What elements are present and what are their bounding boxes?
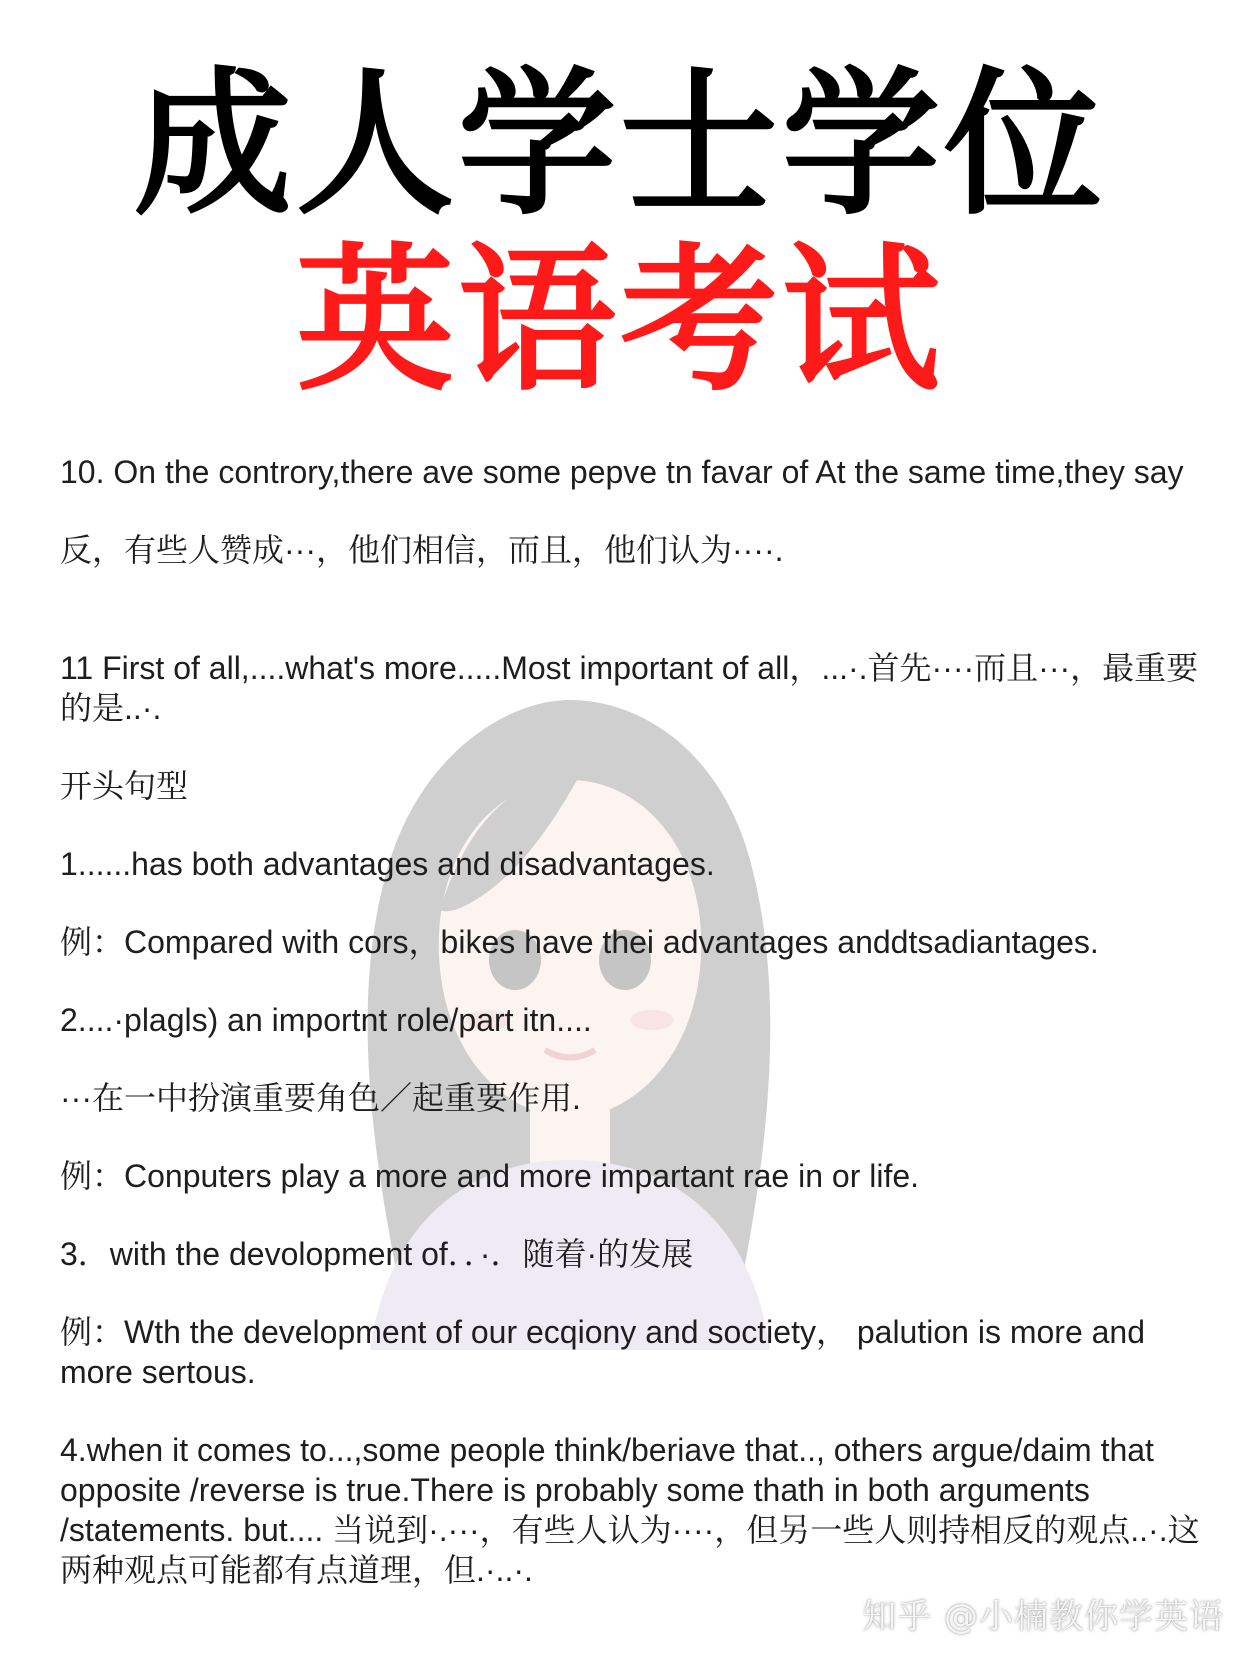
paragraph-10: 10. On the controry,there ave some pepve tn favar of At the same time,they say [60,454,1184,490]
paragraph-11: 11 First of all,....what's more.....Most important of all，...·.首先····而且···，最重要的是..·. [60,650,1199,726]
pattern-2: 2....·plagls) an importnt role/part itn.... [60,1002,592,1038]
pattern-2-translation: ···在一中扮演重要角色／起重要作用. [60,1080,581,1116]
example-2: 例：Conputers play a more and more impartant rae in or life. [60,1158,920,1194]
zhihu-watermark: 知乎 @小楠教你学英语 [862,1597,1224,1637]
section-heading-opening-patterns: 开头句型 [60,768,189,804]
page-title-line1: 成人学士学位 [134,53,1106,237]
paragraph-10-translation: 反，有些人赞成···，他们相信，而且，他们认为····. [60,532,784,568]
page-title-line2: 英语考试 [296,229,944,413]
document-body [60,452,1220,1590]
pattern-1: 1......has both advantages and disadvantages. [60,846,715,882]
pattern-3: 3．with the devolopment of．．·．随着·的发展 [60,1236,694,1272]
example-1: 例：Compared with cors，bikes have thei advantages anddtsadiantages. [60,924,1099,960]
pattern-4: 4.when it comes to...,some people think/beriave that.., others argue/daim that opposite /reverse is true.There is probably some thath in both arguments /statements. but.... 当说到·.···，有些人认为····，但另一些人则持相反的观点..·.这两种观点可能都有点道理，但.·..·. [60,1432,1200,1588]
example-3: 例：Wth the development of our ecqiony and soctiety， palution is more and more sertous. [60,1314,1154,1390]
